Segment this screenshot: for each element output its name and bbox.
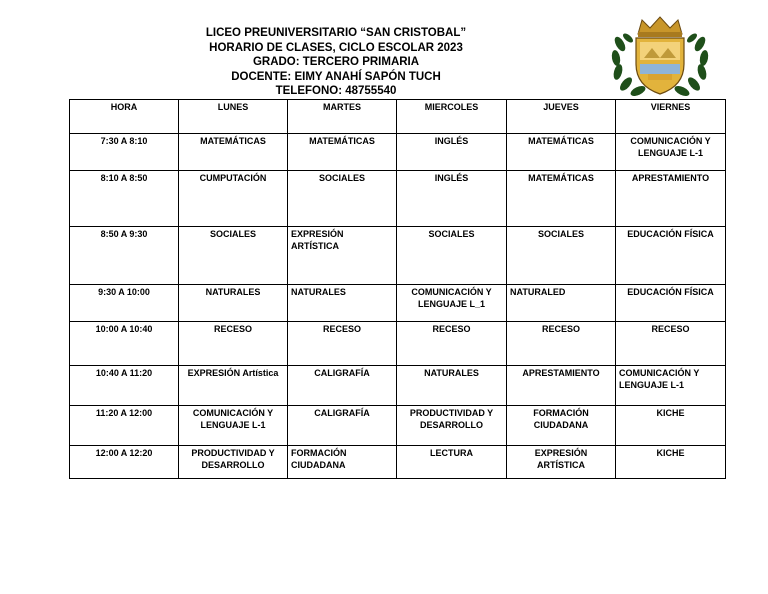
subject-cell: COMUNICACIÓN Y LENGUAJE L-1 bbox=[179, 406, 288, 446]
subject-cell: NATURALES bbox=[288, 285, 397, 322]
subject-cell: MATEMÁTICAS bbox=[288, 134, 397, 171]
column-header-miercoles: MIERCOLES bbox=[397, 100, 507, 134]
subject-cell: MATEMÁTICAS bbox=[179, 134, 288, 171]
subject-cell: PRODUCTIVIDAD Y DESARROLLO bbox=[397, 406, 507, 446]
subject-cell: RECESO bbox=[616, 322, 726, 366]
subject-cell: PRODUCTIVIDAD Y DESARROLLO bbox=[179, 446, 288, 479]
subject-cell: SOCIALES bbox=[288, 171, 397, 227]
time-cell: 8:50 A 9:30 bbox=[70, 227, 179, 285]
time-cell: 10:00 A 10:40 bbox=[70, 322, 179, 366]
schedule-title: HORARIO DE CLASES, CICLO ESCOLAR 2023 bbox=[209, 41, 463, 54]
subject-cell: EDUCACIÓN FÍSICA bbox=[616, 285, 726, 322]
subject-cell: NATURALES bbox=[397, 366, 507, 406]
subject-cell: INGLÉS bbox=[397, 171, 507, 227]
subject-cell: MATEMÁTICAS bbox=[507, 134, 616, 171]
subject-cell: CALIGRAFÍA bbox=[288, 366, 397, 406]
table-header-row bbox=[70, 100, 726, 134]
subject-cell: LECTURA bbox=[397, 446, 507, 479]
subject-cell: EXPRESIÓN ARTÍSTICA bbox=[288, 227, 397, 285]
phone-label: TELEFONO: 48755540 bbox=[275, 85, 397, 97]
subject-cell: KICHE bbox=[616, 446, 726, 479]
column-header-jueves: JUEVES bbox=[507, 100, 616, 134]
table-row bbox=[70, 406, 726, 446]
subject-cell: RECESO bbox=[179, 322, 288, 366]
subject-cell: SOCIALES bbox=[397, 227, 507, 285]
subject-cell: RECESO bbox=[288, 322, 397, 366]
subject-cell: EDUCACIÓN FÍSICA bbox=[616, 227, 726, 285]
document-header bbox=[150, 26, 522, 99]
school-name: LICEO PREUNIVERSITARIO “SAN CRISTOBAL” bbox=[205, 27, 467, 39]
subject-cell: EXPRESIÓN Artística bbox=[179, 366, 288, 406]
subject-cell: COMUNICACIÓN Y LENGUAJE L_1 bbox=[397, 285, 507, 322]
column-header-viernes: VIERNES bbox=[616, 100, 726, 134]
subject-cell: CUMPUTACIÓN bbox=[179, 171, 288, 227]
subject-cell: FORMACIÓN CIUDADANA bbox=[507, 406, 616, 446]
table-row bbox=[70, 285, 726, 322]
subject-cell: MATEMÁTICAS bbox=[507, 171, 616, 227]
subject-cell: SOCIALES bbox=[507, 227, 616, 285]
time-cell: 9:30 A 10:00 bbox=[70, 285, 179, 322]
table-row bbox=[70, 171, 726, 227]
grade-label: GRADO: TERCERO PRIMARIA bbox=[252, 56, 420, 68]
table-row bbox=[70, 134, 726, 171]
table-row bbox=[70, 227, 726, 285]
subject-cell: NATURALED bbox=[507, 285, 616, 322]
subject-cell: RECESO bbox=[507, 322, 616, 366]
subject-cell: KICHE bbox=[616, 406, 726, 446]
subject-cell: INGLÉS bbox=[397, 134, 507, 171]
column-header-lunes: LUNES bbox=[179, 100, 288, 134]
subject-cell: SOCIALES bbox=[179, 227, 288, 285]
column-header-hora: HORA bbox=[70, 100, 179, 134]
column-header-martes: MARTES bbox=[288, 100, 397, 134]
subject-cell: APRESTAMIENTO bbox=[507, 366, 616, 406]
subject-cell: RECESO bbox=[397, 322, 507, 366]
time-cell: 10:40 A 11:20 bbox=[70, 366, 179, 406]
subject-cell: FORMACIÓN CIUDADANA bbox=[288, 446, 397, 479]
time-cell: 11:20 A 12:00 bbox=[70, 406, 179, 446]
schedule-table bbox=[69, 99, 726, 479]
teacher-label: DOCENTE: EIMY ANAHÍ SAPÓN TUCH bbox=[231, 70, 441, 83]
time-cell: 12:00 A 12:20 bbox=[70, 446, 179, 479]
time-cell: 8:10 A 8:50 bbox=[70, 171, 179, 227]
table-row bbox=[70, 446, 726, 479]
subject-cell: APRESTAMIENTO bbox=[616, 171, 726, 227]
subject-cell: NATURALES bbox=[179, 285, 288, 322]
time-cell: 7:30 A 8:10 bbox=[70, 134, 179, 171]
subject-cell: EXPRESIÓN ARTÍSTICA bbox=[507, 446, 616, 479]
subject-cell: COMUNICACIÓN Y LENGUAJE L-1 bbox=[616, 134, 726, 171]
school-crest-icon bbox=[608, 14, 712, 98]
subject-cell: COMUNICACIÓN Y LENGUAJE L-1 bbox=[616, 366, 726, 406]
table-row bbox=[70, 366, 726, 406]
table-row bbox=[70, 322, 726, 366]
subject-cell: CALIGRAFÍA bbox=[288, 406, 397, 446]
